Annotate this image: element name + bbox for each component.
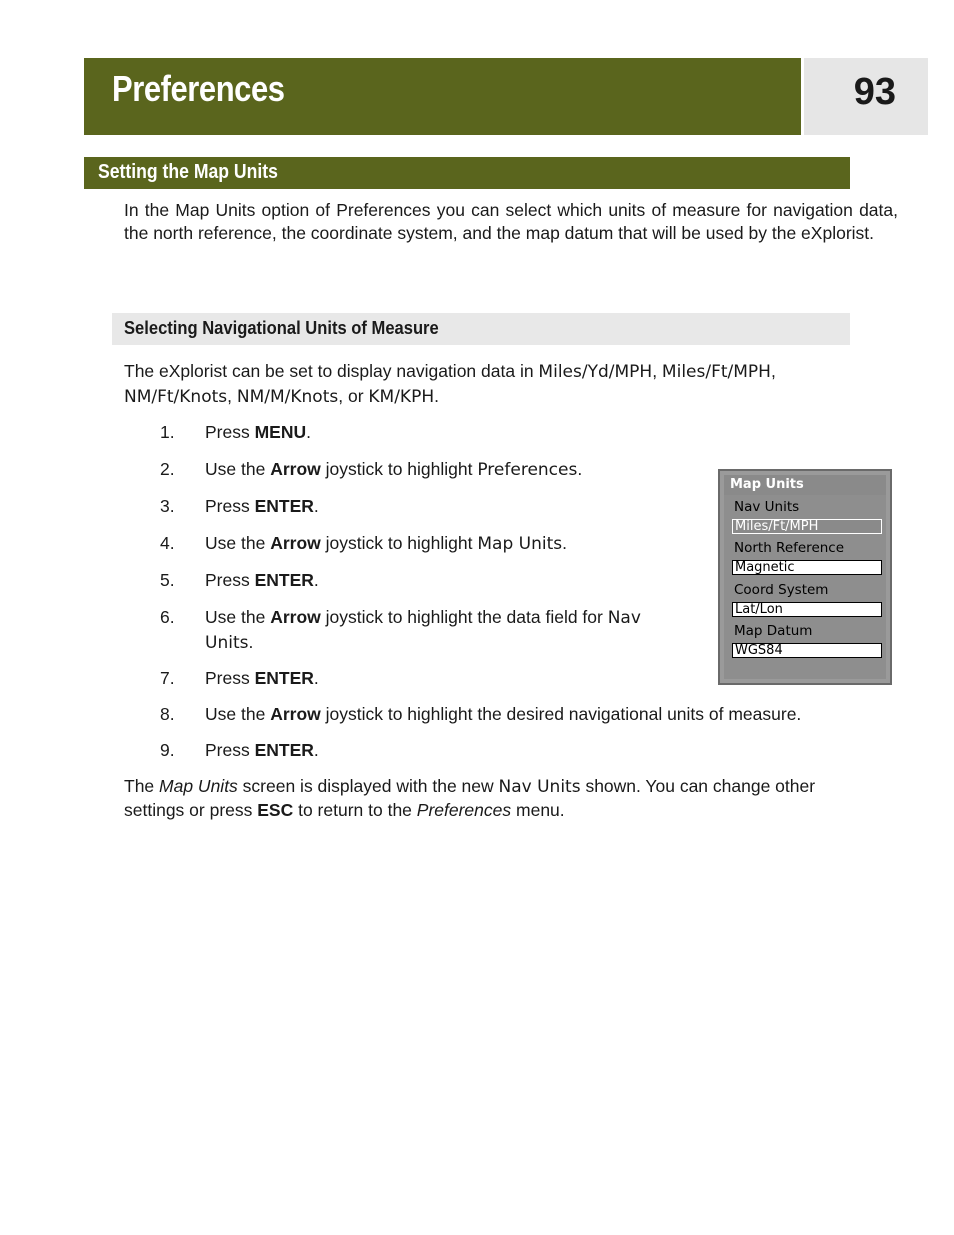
nav-units-label: Nav Units <box>734 499 800 515</box>
unit-option: NM/M/Knots <box>236 387 339 407</box>
step-number: 5. <box>160 570 175 590</box>
step-number: 8. <box>160 704 175 724</box>
step-text: Press ENTER. <box>205 740 319 760</box>
para-text: . <box>434 386 439 406</box>
unit-option: Miles/Ft/MPH <box>661 362 771 382</box>
step-text: Use the Arrow joystick to highlight Preferences. <box>205 459 583 480</box>
unit-option: NM/Ft/Knots <box>124 387 228 407</box>
step-text: Use the Arrow joystick to highlight the desired navigational units of measure. <box>205 704 802 724</box>
chapter-header <box>84 58 801 135</box>
closing-paragraph: The Map Units screen is displayed with the new Nav Units shown. You can change other settings or press ESC to return to the Preferences menu. <box>124 776 816 820</box>
intro-paragraph: In the Map Units option of Preferences you can select which units of measure for navigation data, the north reference, the coordinate system, and the map datum that will be used by the eXplorist. <box>124 200 898 243</box>
subsection-title: Selecting Navigational Units of Measure <box>124 318 439 338</box>
step-text: Press MENU. <box>205 422 312 442</box>
units-paragraph <box>124 359 864 409</box>
step-number: 7. <box>160 668 175 688</box>
map-datum-field: WGS84 <box>732 643 882 658</box>
north-reference-label: North Reference <box>734 540 845 556</box>
step-text: Use the Arrow joystick to highlight Map Units. <box>205 533 567 554</box>
para-text: , or <box>338 386 369 406</box>
device-screen-image <box>718 469 892 685</box>
step-number: 3. <box>160 496 175 516</box>
north-reference-field: Magnetic <box>732 560 882 575</box>
step-text: Press ENTER. <box>205 668 319 688</box>
step-text: Use the Arrow joystick to highlight the data field for Nav Units. <box>205 607 641 653</box>
unit-option: Miles/Yd/MPH <box>538 362 653 382</box>
subsection-header <box>112 313 850 345</box>
step-number: 2. <box>160 459 175 479</box>
step-number: 1. <box>160 422 175 442</box>
step-number: 4. <box>160 533 175 553</box>
section-title: Setting the Map Units <box>98 161 278 183</box>
step-text: Press ENTER. <box>205 570 319 590</box>
para-text: , <box>652 361 662 381</box>
page-number: 93 <box>853 71 896 113</box>
step-number: 6. <box>160 607 175 627</box>
chapter-title: Preferences <box>112 68 285 109</box>
para-text: , <box>770 361 776 381</box>
section-header <box>84 157 850 189</box>
map-datum-label: Map Datum <box>734 623 813 639</box>
step-text: Press ENTER. <box>205 496 319 516</box>
nav-units-field: Miles/Ft/MPH <box>732 519 882 534</box>
screen-title: Map Units <box>724 475 886 495</box>
page-number-box <box>804 58 928 135</box>
unit-option: KM/KPH <box>368 387 435 407</box>
coord-system-field: Lat/Lon <box>732 602 882 617</box>
step-number: 9. <box>160 740 175 760</box>
para-text: , <box>227 386 237 406</box>
coord-system-label: Coord System <box>734 582 829 598</box>
para-text: The eXplorist can be set to display navigation data in <box>124 361 539 381</box>
device-screen-panel <box>724 475 886 679</box>
